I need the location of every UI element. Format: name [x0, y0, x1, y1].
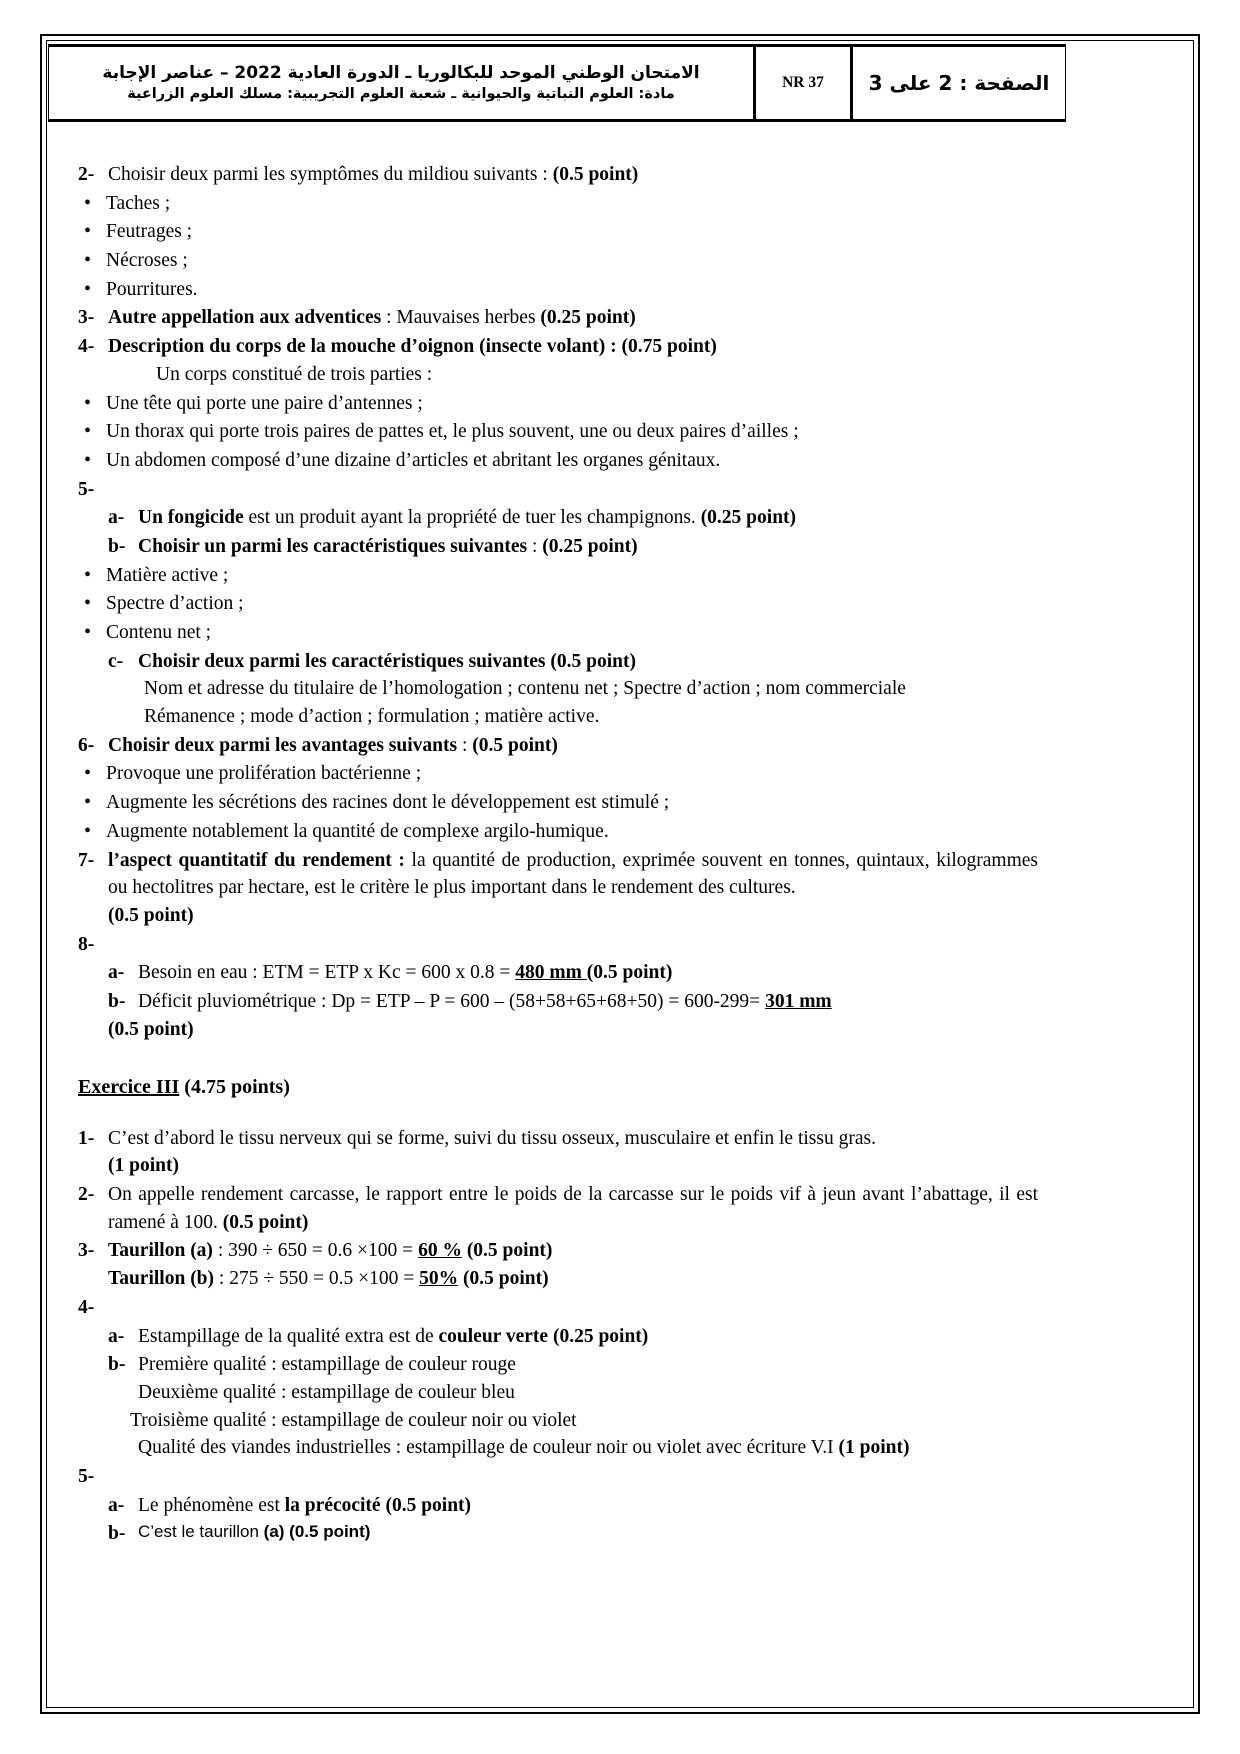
exercise3-question-4-number: 4- — [78, 1296, 95, 1318]
exercise3-question-3 — [78, 1237, 1038, 1265]
question-5-a — [108, 504, 1038, 532]
exercise3-question-3-number: 3- — [78, 1240, 95, 1262]
question-7-points-line — [108, 902, 1038, 930]
list-item: • Pourritures. — [78, 276, 1038, 304]
list-item: • Spectre d’action ; — [78, 590, 1038, 618]
question-5-c-line1: Nom et adresse du titulaire de l’homologation ; contenu net ; Spectre d’action ; nom commerciale — [144, 678, 906, 700]
question-8-b-formula: Déficit pluviométrique : Dp = ETP – P = 600 – (58+58+65+68+50) = 600-299= — [138, 990, 766, 1012]
exercise3-question-5-b-text — [138, 1520, 1038, 1544]
taurillon-a-calculation: : 390 ÷ 650 = 0.6 ×100 = — [212, 1240, 419, 1262]
question-3-answer: : Mauvaises herbes — [381, 307, 541, 329]
taurillon-b-label: Taurillon (b) — [108, 1268, 215, 1290]
section-gap — [78, 1043, 1038, 1073]
question-3 — [78, 304, 1038, 332]
exercise3-question-4-b-line2: Deuxième qualité : estampillage de couleur bleu — [138, 1381, 515, 1403]
question-5-c-label: c- — [108, 650, 124, 672]
question-4 — [78, 333, 1038, 361]
section-gap — [78, 1102, 1038, 1124]
exercise3-question-3-line-a — [108, 1237, 1038, 1265]
question-3-number: 3- — [78, 307, 95, 329]
question-7-heading: l’aspect quantitatif du rendement : — [108, 849, 405, 871]
question-2-bullets — [78, 190, 1038, 304]
question-7-number: 7- — [78, 849, 95, 871]
exercise3-question-4-b-points: (1 point) — [838, 1437, 910, 1459]
list-item: • Feutrages ; — [78, 218, 1038, 246]
question-6-text — [108, 732, 1038, 760]
question-8-a — [108, 959, 1038, 987]
question-6-heading: Choisir deux parmi les avantages suivants — [108, 734, 458, 756]
exercise3-question-4-a-text — [138, 1323, 1038, 1351]
question-5-a-definition: est un produit ayant la propriété de tuer les champignons. — [243, 507, 701, 529]
question-5-number: 5- — [78, 478, 95, 500]
taurillon-b-result: 50% — [419, 1268, 459, 1290]
exam-title-line1: الامتحان الوطني الموحد للبكالوريا ـ الدورة العادية 2022 – عناصر الإجابة — [102, 63, 700, 84]
question-2-points: (0.5 point) — [552, 164, 639, 185]
taurillon-b-points: (0.5 point) — [458, 1268, 549, 1290]
question-7-text — [108, 847, 1038, 902]
exercise3-question-1-points-line — [108, 1152, 1038, 1180]
list-item: • Augmente les sécrétions des racines dont le développement est stimulé ; — [78, 789, 1038, 817]
question-7 — [78, 847, 1038, 902]
question-5-a-text — [138, 504, 1038, 532]
question-5-c-heading: Choisir deux parmi les caractéristiques suivantes (0.5 point) — [138, 650, 636, 672]
exercise3-question-4-b-line1: Première qualité : estampillage de couleur rouge — [138, 1354, 516, 1376]
exam-title-line2: مادة: العلوم النباتية والحيوانية ـ شعبة العلوم التجريبية: مسلك العلوم الزراعية — [127, 85, 675, 102]
question-3-heading: Autre appellation aux adventices — [108, 307, 382, 329]
answer-sheet-content — [78, 160, 1038, 1548]
exam-code: NR 37 — [755, 46, 852, 121]
exercise3-question-1 — [78, 1125, 1038, 1153]
exercise-3-points: (4.75 points) — [179, 1076, 290, 1099]
exercise3-question-4-a — [108, 1323, 1038, 1351]
question-8-a-formula: Besoin en eau : ETM = ETP x Kc = 600 x 0.8 = — [138, 962, 516, 984]
exercise3-question-4-b — [108, 1351, 1038, 1379]
exercise3-question-1-points: (1 point) — [108, 1155, 179, 1177]
question-4-intro: Un corps constitué de trois parties : — [156, 363, 433, 385]
question-6-points: (0.5 point) — [472, 734, 558, 756]
question-5-a-points: (0.25 point) — [700, 507, 797, 529]
exercise3-question-4-b-line4 — [138, 1434, 1038, 1462]
exercise3-question-5-b-label: b- — [108, 1523, 126, 1545]
exercise3-question-4-b-label: b- — [108, 1354, 126, 1376]
exercise3-question-4-b-line4-text: Qualité des viandes industrielles : estampillage de couleur noir ou violet avec écriture V.I — [138, 1437, 839, 1459]
exercise3-question-2 — [78, 1181, 1038, 1236]
taurillon-a-points: (0.5 point) — [461, 1240, 553, 1262]
taurillon-b-calculation: : 275 ÷ 550 = 0.5 ×100 = — [214, 1268, 420, 1290]
question-4-bullets — [78, 390, 1038, 475]
question-8-a-points: (0.5 point) — [586, 962, 673, 984]
question-8-b-text — [138, 988, 1038, 1016]
exercise3-question-4-a-highlight: couleur verte (0.25 point) — [438, 1325, 649, 1347]
question-8-number: 8- — [78, 933, 95, 955]
question-8-a-text — [138, 959, 1038, 987]
exercise3-question-5 — [78, 1463, 1038, 1491]
question-6-sep: : — [457, 734, 473, 756]
question-5-c-text — [138, 648, 1038, 676]
question-7-answer: la quantité de production, exprimée souvent en tonnes, quintaux, kilogrammes ou hectolitres par hectare, est le critère le plus important dans le rendement des cultures. — [108, 849, 1039, 899]
question-4-heading: Description du corps de la mouche d’oignon (insecte volant) : (0.75 point) — [108, 336, 717, 358]
question-6-bullets — [78, 760, 1038, 845]
question-8 — [78, 931, 1038, 959]
question-6 — [78, 732, 1038, 760]
question-2 — [78, 161, 1038, 189]
list-item: • Provoque une prolifération bactérienne ; — [78, 760, 1038, 788]
page-number-label: الصفحة : 2 على 3 — [852, 46, 1066, 121]
question-4-number: 4- — [78, 336, 95, 358]
question-8-b — [108, 988, 1038, 1016]
question-5-a-term: Un fongicide — [138, 507, 244, 529]
exercise-3-title — [78, 1073, 1038, 1101]
list-item: • Une tête qui porte une paire d’antennes ; — [78, 390, 1038, 418]
list-item: • Augmente notablement la quantité de complexe argilo-humique. — [78, 818, 1038, 846]
exercise3-question-5-b-highlight: (a) (0.5 point) — [263, 1522, 371, 1542]
question-4-text — [108, 333, 1038, 361]
exercise3-question-1-number: 1- — [78, 1127, 95, 1149]
question-3-points: (0.25 point) — [540, 307, 636, 329]
exercise3-question-4-a-label: a- — [108, 1325, 125, 1347]
exercise3-question-5-b — [108, 1520, 1038, 1548]
exercise3-question-5-a-highlight: la précocité (0.5 point) — [284, 1494, 472, 1516]
question-5-b — [108, 533, 1038, 561]
exercise3-question-4-a-answer: Estampillage de la qualité extra est de — [138, 1325, 439, 1347]
exercise3-question-3-line-b — [108, 1265, 1038, 1293]
question-5-c-line2: Rémanence ; mode d’action ; formulation ; matière active. — [144, 706, 600, 728]
question-8-b-result: 301 mm — [765, 990, 832, 1012]
exercise3-question-5-number: 5- — [78, 1465, 95, 1487]
exercise3-question-2-answer: On appelle rendement carcasse, le rapport entre le poids de la carcasse sur le poids vif à jeun avant l’abattage, il est ramené à 100. — [108, 1184, 1038, 1233]
question-5-b-heading: Choisir un parmi les caractéristiques suivantes — [138, 535, 528, 557]
exercise3-question-5-a-text — [138, 1492, 1038, 1520]
list-item: • Nécroses ; — [78, 247, 1038, 275]
list-item: • Contenu net ; — [78, 619, 1038, 647]
question-5-b-label: b- — [108, 535, 126, 557]
question-5-b-text — [138, 533, 1038, 561]
question-3-text — [108, 304, 1038, 332]
question-5-b-sep: : — [527, 535, 543, 557]
exercise3-question-5-b-answer: C’est le taurillon — [138, 1522, 264, 1542]
question-8-a-label: a- — [108, 962, 125, 984]
exam-header-table — [48, 44, 1066, 122]
exercise3-question-5-a-answer: Le phénomène est — [138, 1494, 285, 1516]
list-item: • Un thorax qui porte trois paires de pattes et, le plus souvent, une ou deux paires d’ailles ; — [78, 418, 1038, 446]
exercise3-question-4-b-line3: Troisième qualité : estampillage de couleur noir ou violet — [130, 1409, 577, 1431]
question-8-a-result: 480 mm — [515, 962, 587, 984]
exam-title-cell — [49, 46, 755, 121]
question-2-number: 2- — [78, 164, 95, 185]
question-8-b-points: (0.5 point) — [108, 1018, 194, 1040]
question-6-number: 6- — [78, 734, 95, 756]
question-8-b-label: b- — [108, 990, 126, 1012]
list-item: • Un abdomen composé d’une dizaine d’articles et abritant les organes génitaux. — [78, 447, 1038, 475]
question-8-b-points-line — [108, 1016, 1038, 1044]
exercise3-question-5-a-label: a- — [108, 1494, 125, 1516]
exercise3-question-4 — [78, 1294, 1038, 1322]
question-2-statement: Choisir deux parmi les symptômes du mildiou suivants : — [108, 164, 553, 185]
list-item: • Taches ; — [78, 190, 1038, 218]
question-7-points: (0.5 point) — [108, 904, 194, 926]
list-item: • Matière active ; — [78, 562, 1038, 590]
exercise3-question-2-text — [108, 1181, 1038, 1236]
question-5-a-label: a- — [108, 507, 125, 529]
taurillon-a-result: 60 % — [418, 1240, 462, 1262]
taurillon-a-label: Taurillon (a) — [108, 1240, 213, 1262]
question-2-text — [108, 161, 1038, 189]
exercise3-question-2-points: (0.5 point) — [222, 1211, 309, 1233]
question-5 — [78, 476, 1038, 504]
exercise3-question-1-text: C’est d’abord le tissu nerveux qui se forme, suivi du tissu osseux, musculaire et enfin le tissu gras. — [108, 1127, 876, 1149]
exercise-3-label: Exercice III — [78, 1076, 180, 1099]
question-5-b-points: (0.25 point) — [542, 535, 638, 557]
exercise3-question-5-a — [108, 1492, 1038, 1520]
question-5-b-bullets — [78, 562, 1038, 647]
question-5-c — [108, 648, 1038, 676]
exercise3-question-2-number: 2- — [78, 1184, 95, 1206]
